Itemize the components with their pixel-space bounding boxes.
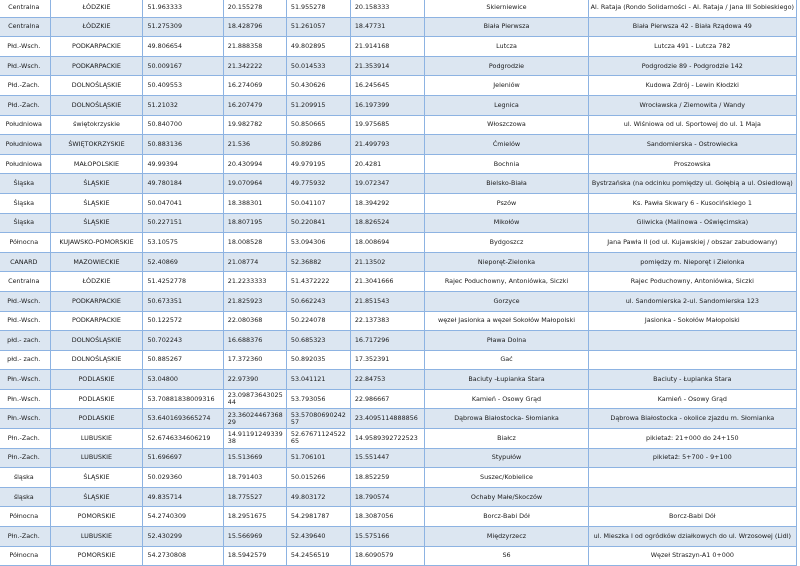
cell-lon2[interactable]: 18.47731 xyxy=(350,17,425,37)
table-row xyxy=(0,370,797,390)
cell-place[interactable]: Ćmielów xyxy=(425,135,588,155)
cell-lat2[interactable]: 49.802895 xyxy=(286,37,350,57)
cell-region[interactable]: płd.- zach. xyxy=(0,331,50,351)
cell-lon1[interactable]: 21.536 xyxy=(223,135,286,155)
cell-road[interactable]: Ks. Pawła Skwary 6 - Kusocińskiego 1 xyxy=(588,193,796,213)
table-row xyxy=(0,95,797,115)
cell-lon1[interactable]: 18.388301 xyxy=(223,193,286,213)
cell-voiv[interactable]: ŚWIĘTOKRZYSKIE xyxy=(50,135,143,155)
table-row xyxy=(0,546,797,566)
cell-lat2[interactable]: 51.261057 xyxy=(286,17,350,37)
cell-lat2[interactable]: 52.6767112452265 xyxy=(286,429,350,449)
table-row xyxy=(0,527,797,547)
cell-lat1[interactable]: 49.780184 xyxy=(143,174,223,194)
cell-lon2[interactable]: 17.352391 xyxy=(350,350,425,370)
cell-lat2[interactable]: 53.793056 xyxy=(286,389,350,409)
cell-region[interactable]: Płd.-Wsch. xyxy=(0,311,50,331)
cell-voiv[interactable]: ŚLĄSKIE xyxy=(50,193,143,213)
cell-lon2[interactable]: 22.84753 xyxy=(350,370,425,390)
cell-lon2[interactable]: 20.158333 xyxy=(350,0,425,17)
cell-road[interactable]: Lutcza 491 - Lutcza 782 xyxy=(588,37,796,57)
cell-place[interactable]: Pława Dolna xyxy=(425,331,588,351)
cell-region[interactable]: Płn.-Wsch. xyxy=(0,370,50,390)
cell-lat1[interactable]: 50.702243 xyxy=(143,331,223,351)
cell-lon2[interactable]: 18.852259 xyxy=(350,468,425,488)
cell-voiv[interactable]: ŚLĄSKIE xyxy=(50,213,143,233)
cell-region[interactable]: Płd.-Zach. xyxy=(0,95,50,115)
cell-place[interactable]: Bochnia xyxy=(425,154,588,174)
cell-place[interactable]: Nieporęt-Zielonka xyxy=(425,252,588,272)
cell-lon1[interactable]: 19.070964 xyxy=(223,174,286,194)
cell-voiv[interactable]: DOLNOŚLĄSKIE xyxy=(50,350,143,370)
cell-road[interactable]: pikietaż: 21+000 do 24+150 xyxy=(588,429,796,449)
cell-lat1[interactable]: 51.963333 xyxy=(143,0,223,17)
cell-region[interactable]: płd.- zach. xyxy=(0,350,50,370)
table-row xyxy=(0,389,797,409)
cell-voiv[interactable]: ŁÓDZKIE xyxy=(50,17,143,37)
cell-place[interactable]: Borcz-Babi Dół xyxy=(425,507,588,527)
cell-region[interactable]: Centralna xyxy=(0,0,50,17)
cell-lon1[interactable]: 16.688376 xyxy=(223,331,286,351)
cell-voiv[interactable]: LUBUSKIE xyxy=(50,429,143,449)
table-row xyxy=(0,193,797,213)
cell-voiv[interactable]: KUJAWSKO-POMORSKIE xyxy=(50,233,143,253)
cell-lat2[interactable]: 50.220841 xyxy=(286,213,350,233)
cell-voiv[interactable]: LUBUSKIE xyxy=(50,527,143,547)
cell-region[interactable]: Południowa xyxy=(0,115,50,135)
cell-voiv[interactable]: MAŁOPOLSKIE xyxy=(50,154,143,174)
cell-place[interactable]: Baciuty -Łupianka Stara xyxy=(425,370,588,390)
cell-region[interactable]: Śląska xyxy=(0,193,50,213)
cell-lon1[interactable]: 22.080368 xyxy=(223,311,286,331)
cell-road[interactable]: pomiędzy m. Nieporęt i Zielonka xyxy=(588,252,796,272)
cell-road[interactable] xyxy=(588,350,796,370)
cell-region[interactable]: Płn.-Wsch. xyxy=(0,389,50,409)
cell-lat1[interactable]: 53.6401693665274 xyxy=(143,409,223,429)
cell-road[interactable]: ul. Wiśniowa od ul. Sportowej do ul. 1 Maja xyxy=(588,115,796,135)
cell-place[interactable]: Mikołów xyxy=(425,213,588,233)
cell-lon2[interactable]: 15.575166 xyxy=(350,527,425,547)
cell-lat1[interactable]: 50.047041 xyxy=(143,193,223,213)
cell-lon2[interactable]: 21.3041666 xyxy=(350,272,425,292)
cell-voiv[interactable]: ŚLĄSKIE xyxy=(50,468,143,488)
cell-lat2[interactable]: 52.36882 xyxy=(286,252,350,272)
cell-road[interactable]: Wrocławska / Ziemowita / Wandy xyxy=(588,95,796,115)
cell-place[interactable]: Bydgoszcz xyxy=(425,233,588,253)
cell-voiv[interactable]: POMORSKIE xyxy=(50,507,143,527)
cell-region[interactable]: śląska xyxy=(0,468,50,488)
cell-lon2[interactable]: 16.717296 xyxy=(350,331,425,351)
cell-lon2[interactable]: 18.6090579 xyxy=(350,546,425,566)
cell-lat2[interactable]: 50.892035 xyxy=(286,350,350,370)
cell-lon1[interactable]: 21.08774 xyxy=(223,252,286,272)
cell-lat1[interactable]: 54.2740309 xyxy=(143,507,223,527)
cell-voiv[interactable]: DOLNOŚLĄSKIE xyxy=(50,95,143,115)
cell-road[interactable]: Proszowska xyxy=(588,154,796,174)
cell-region[interactable]: Północna xyxy=(0,507,50,527)
cell-road[interactable]: Jana Pawła II (od ul. Kujawskiej / obszar zabudowany) xyxy=(588,233,796,253)
cell-lat1[interactable]: 52.430299 xyxy=(143,527,223,547)
cell-lon1[interactable]: 16.274069 xyxy=(223,76,286,96)
cell-place[interactable]: węzeł Jasionka a węzeł Sokołów Małopolski xyxy=(425,311,588,331)
cell-lon1[interactable]: 21.342222 xyxy=(223,56,286,76)
cell-lat1[interactable]: 54.2730808 xyxy=(143,546,223,566)
cell-lon1[interactable]: 19.982782 xyxy=(223,115,286,135)
cell-road[interactable]: ul. Sandomierska 2-ul. Sandomierska 123 xyxy=(588,291,796,311)
cell-lat1[interactable]: 50.885267 xyxy=(143,350,223,370)
cell-lon1[interactable]: 18.791403 xyxy=(223,468,286,488)
cell-road[interactable]: Jasionka - Sokołów Małopolski xyxy=(588,311,796,331)
cell-voiv[interactable]: PODKARPACKIE xyxy=(50,291,143,311)
cell-lon2[interactable]: 18.826524 xyxy=(350,213,425,233)
cell-place[interactable]: Skierniewice xyxy=(425,0,588,17)
cell-lon1[interactable]: 14.9119124933938 xyxy=(223,429,286,449)
table-row xyxy=(0,448,797,468)
cell-lon1[interactable]: 17.372360 xyxy=(223,350,286,370)
cell-lat1[interactable]: 50.409553 xyxy=(143,76,223,96)
cell-lon2[interactable]: 16.197399 xyxy=(350,95,425,115)
cell-place[interactable]: Bielsko-Biała xyxy=(425,174,588,194)
table-row xyxy=(0,291,797,311)
table-row xyxy=(0,56,797,76)
cell-lon1[interactable]: 18.008528 xyxy=(223,233,286,253)
table-row xyxy=(0,213,797,233)
table-row xyxy=(0,507,797,527)
cell-lon1[interactable]: 18.5942579 xyxy=(223,546,286,566)
cell-lon1[interactable]: 21.888358 xyxy=(223,37,286,57)
cell-lon2[interactable]: 21.499793 xyxy=(350,135,425,155)
cell-lat1[interactable]: 52.6746334606219 xyxy=(143,429,223,449)
cell-lon2[interactable]: 22.986667 xyxy=(350,389,425,409)
cell-lon2[interactable]: 20.4281 xyxy=(350,154,425,174)
cell-lat2[interactable]: 54.2981787 xyxy=(286,507,350,527)
cell-road[interactable]: Biała Pierwsza 42 - Biała Rządowa 49 xyxy=(588,17,796,37)
cell-lat2[interactable]: 53.5708069024257 xyxy=(286,409,350,429)
cell-place[interactable]: S6 xyxy=(425,546,588,566)
cell-road[interactable]: Kudowa Zdrój - Lewin Kłodzki xyxy=(588,76,796,96)
cell-lat1[interactable]: 50.227151 xyxy=(143,213,223,233)
cell-voiv[interactable]: POMORSKIE xyxy=(50,546,143,566)
cell-region[interactable]: Płd.-Wsch. xyxy=(0,37,50,57)
cell-place[interactable]: Podgrodzie xyxy=(425,56,588,76)
cell-lat1[interactable]: 50.673351 xyxy=(143,291,223,311)
cell-lat2[interactable]: 49.775932 xyxy=(286,174,350,194)
cell-lat1[interactable]: 50.883136 xyxy=(143,135,223,155)
cell-voiv[interactable]: PODLASKIE xyxy=(50,370,143,390)
cell-region[interactable]: Płd.-Wsch. xyxy=(0,56,50,76)
cell-region[interactable]: Północna xyxy=(0,546,50,566)
cell-lon2[interactable]: 21.353914 xyxy=(350,56,425,76)
cell-voiv[interactable]: DOLNOŚLĄSKIE xyxy=(50,76,143,96)
cell-lon2[interactable]: 18.008694 xyxy=(350,233,425,253)
cell-lon2[interactable]: 18.790574 xyxy=(350,487,425,507)
table-row xyxy=(0,115,797,135)
cell-lat2[interactable]: 54.2456519 xyxy=(286,546,350,566)
cell-lat1[interactable]: 50.009167 xyxy=(143,56,223,76)
cell-lon1[interactable]: 15.513669 xyxy=(223,448,286,468)
cell-lat1[interactable]: 51.275309 xyxy=(143,17,223,37)
cell-lon2[interactable]: 16.245645 xyxy=(350,76,425,96)
cell-region[interactable]: Płd.-Zach. xyxy=(0,76,50,96)
cell-lon2[interactable]: 19.072347 xyxy=(350,174,425,194)
table-row xyxy=(0,0,797,17)
cell-region[interactable]: Płn.-Zach. xyxy=(0,448,50,468)
cell-lon1[interactable]: 18.807195 xyxy=(223,213,286,233)
cell-lat2[interactable]: 49.979195 xyxy=(286,154,350,174)
cell-lon1[interactable]: 23.0987364302544 xyxy=(223,389,286,409)
cell-lat1[interactable]: 52.40869 xyxy=(143,252,223,272)
cell-lon2[interactable]: 22.137383 xyxy=(350,311,425,331)
cell-voiv[interactable]: ŁÓDZKIE xyxy=(50,272,143,292)
cell-lon2[interactable]: 21.914168 xyxy=(350,37,425,57)
cell-lat1[interactable]: 53.04800 xyxy=(143,370,223,390)
cell-lon1[interactable]: 21.2233333 xyxy=(223,272,286,292)
cell-lat1[interactable]: 51.21032 xyxy=(143,95,223,115)
cell-road[interactable]: Dąbrowa Białostocka - okolice zjazdu m. Słomianka xyxy=(588,409,796,429)
cell-voiv[interactable]: PODLASKIE xyxy=(50,389,143,409)
table-row xyxy=(0,311,797,331)
cell-voiv[interactable]: LUBUSKIE xyxy=(50,448,143,468)
cell-region[interactable]: Centralna xyxy=(0,272,50,292)
cell-lon1[interactable]: 21.825923 xyxy=(223,291,286,311)
cell-place[interactable]: Jeleniów xyxy=(425,76,588,96)
cell-lat1[interactable]: 50.122572 xyxy=(143,311,223,331)
table-row xyxy=(0,409,797,429)
cell-lat1[interactable]: 51.4252778 xyxy=(143,272,223,292)
cell-road[interactable]: Kamień - Osowy Grąd xyxy=(588,389,796,409)
cell-lon1[interactable]: 18.2951675 xyxy=(223,507,286,527)
cell-road[interactable]: Rajec Poduchowny, Antoniówka, Siczki xyxy=(588,272,796,292)
cell-voiv[interactable]: DOLNOŚLĄSKIE xyxy=(50,331,143,351)
cell-lat1[interactable]: 53.70881838009316 xyxy=(143,389,223,409)
cell-road[interactable]: Borcz-Babi Dół xyxy=(588,507,796,527)
cell-place[interactable]: Suszec/Kobielice xyxy=(425,468,588,488)
cell-road[interactable]: Podgrodzie 89 - Podgrodzie 142 xyxy=(588,56,796,76)
cell-lat2[interactable]: 53.094306 xyxy=(286,233,350,253)
cell-lon1[interactable]: 15.566969 xyxy=(223,527,286,547)
table-row xyxy=(0,154,797,174)
cell-lon1[interactable]: 23.3602446736829 xyxy=(223,409,286,429)
cell-road[interactable]: Sandomierska - Ostrowiecka xyxy=(588,135,796,155)
cell-road[interactable]: Baciuty - Łupianka Stara xyxy=(588,370,796,390)
cell-lon1[interactable]: 18.775527 xyxy=(223,487,286,507)
cell-place[interactable]: Białcz xyxy=(425,429,588,449)
cell-place[interactable]: Legnica xyxy=(425,95,588,115)
table-row xyxy=(0,17,797,37)
cell-road[interactable]: Gliwicka (Malinowa - Oświęcimska) xyxy=(588,213,796,233)
cell-lat2[interactable]: 51.706101 xyxy=(286,448,350,468)
cell-lon1[interactable]: 22.97390 xyxy=(223,370,286,390)
table-row xyxy=(0,76,797,96)
cell-lat1[interactable]: 50.840700 xyxy=(143,115,223,135)
cell-region[interactable]: Południowa xyxy=(0,135,50,155)
cell-place[interactable]: Dąbrowa Białostocka- Słomianka xyxy=(425,409,588,429)
cell-lat2[interactable]: 50.014533 xyxy=(286,56,350,76)
cell-lat2[interactable]: 50.850665 xyxy=(286,115,350,135)
cell-region[interactable]: Północna xyxy=(0,233,50,253)
cell-lat2[interactable]: 51.209915 xyxy=(286,95,350,115)
cell-lat1[interactable]: 53.10575 xyxy=(143,233,223,253)
cell-lon1[interactable]: 16.207479 xyxy=(223,95,286,115)
cell-lat1[interactable]: 49.806654 xyxy=(143,37,223,57)
cell-lat1[interactable]: 49.835714 xyxy=(143,487,223,507)
table-row xyxy=(0,37,797,57)
cell-road[interactable]: Węzeł Straszyn-A1 0+000 xyxy=(588,546,796,566)
cell-lat2[interactable]: 50.015266 xyxy=(286,468,350,488)
cell-lat1[interactable]: 51.696697 xyxy=(143,448,223,468)
cell-lat2[interactable]: 52.439640 xyxy=(286,527,350,547)
cell-region[interactable]: Płn.-Zach. xyxy=(0,429,50,449)
table-row xyxy=(0,272,797,292)
cell-lat2[interactable]: 50.89286 xyxy=(286,135,350,155)
cell-place[interactable]: Pszów xyxy=(425,193,588,213)
cell-lat2[interactable]: 50.662243 xyxy=(286,291,350,311)
cell-road[interactable] xyxy=(588,331,796,351)
cell-place[interactable]: Lutcza xyxy=(425,37,588,57)
cell-lon2[interactable]: 19.975685 xyxy=(350,115,425,135)
table-row xyxy=(0,174,797,194)
table-row xyxy=(0,350,797,370)
cell-road[interactable]: Bystrzańska (na odcinku pomiędzy ul. Gołębią a ul. Osiedlową) xyxy=(588,174,796,194)
cell-lon2[interactable]: 15.551447 xyxy=(350,448,425,468)
cell-lat1[interactable]: 50.029360 xyxy=(143,468,223,488)
cell-lon1[interactable]: 18.428796 xyxy=(223,17,286,37)
cell-region[interactable]: Południowa xyxy=(0,154,50,174)
cell-place[interactable]: Stypułów xyxy=(425,448,588,468)
cell-voiv[interactable]: ŁÓDZKIE xyxy=(50,0,143,17)
cell-lon2[interactable]: 21.13502 xyxy=(350,252,425,272)
table-row xyxy=(0,487,797,507)
cell-voiv[interactable]: PODKARPACKIE xyxy=(50,311,143,331)
cell-road[interactable] xyxy=(588,468,796,488)
cell-voiv[interactable]: PODLASKIE xyxy=(50,409,143,429)
cell-region[interactable]: Centralna xyxy=(0,17,50,37)
table-row xyxy=(0,135,797,155)
cell-voiv[interactable]: świętokrzyskie xyxy=(50,115,143,135)
cell-lat2[interactable]: 51.955278 xyxy=(286,0,350,17)
cell-road[interactable]: ul. Mieszka I od ogródków działkowych do ul. Wrzosowej (Lidl) xyxy=(588,527,796,547)
cell-lon2[interactable]: 18.3087056 xyxy=(350,507,425,527)
table-row xyxy=(0,233,797,253)
cell-lon2[interactable]: 21.851543 xyxy=(350,291,425,311)
cell-place[interactable]: Międzyrzecz xyxy=(425,527,588,547)
cell-region[interactable]: CANARD xyxy=(0,252,50,272)
cell-road[interactable]: Al. Rataja (Rondo Solidarności - Al. Rataja / Jana III Sobieskiego) xyxy=(588,0,796,17)
cell-region[interactable]: Płn.-Zach. xyxy=(0,527,50,547)
cell-region[interactable]: Płn.-Wsch. xyxy=(0,409,50,429)
cell-lat2[interactable]: 50.685323 xyxy=(286,331,350,351)
cell-lon2[interactable]: 14.9589392722523 xyxy=(350,429,425,449)
cell-road[interactable] xyxy=(588,487,796,507)
cell-lat2[interactable]: 50.041107 xyxy=(286,193,350,213)
cell-place[interactable]: Gorzyce xyxy=(425,291,588,311)
cell-region[interactable]: Płd.-Wsch. xyxy=(0,291,50,311)
cell-place[interactable]: Włoszczowa xyxy=(425,115,588,135)
cell-place[interactable]: Kamień - Osowy Grąd xyxy=(425,389,588,409)
cell-lon1[interactable]: 20.430994 xyxy=(223,154,286,174)
cell-road[interactable]: pikietaż: 5+700 - 9+100 xyxy=(588,448,796,468)
cell-voiv[interactable]: PODKARPACKIE xyxy=(50,56,143,76)
cell-lat2[interactable]: 50.430626 xyxy=(286,76,350,96)
cell-place[interactable]: Ochaby Małe/Skoczów xyxy=(425,487,588,507)
cell-place[interactable]: Rajec Poduchowny, Antoniówka, Siczki xyxy=(425,272,588,292)
cell-place[interactable]: Gać xyxy=(425,350,588,370)
cell-region[interactable]: Śląska xyxy=(0,174,50,194)
cell-lon2[interactable]: 18.394292 xyxy=(350,193,425,213)
cell-lon2[interactable]: 23.4095114888856 xyxy=(350,409,425,429)
cell-lon1[interactable]: 20.155278 xyxy=(223,0,286,17)
cell-lat1[interactable]: 49.99394 xyxy=(143,154,223,174)
cell-lat2[interactable]: 51.4372222 xyxy=(286,272,350,292)
cell-lat2[interactable]: 53.041121 xyxy=(286,370,350,390)
table-row xyxy=(0,429,797,449)
cell-lat2[interactable]: 50.224078 xyxy=(286,311,350,331)
cell-voiv[interactable]: PODKARPACKIE xyxy=(50,37,143,57)
cell-region[interactable]: śląska xyxy=(0,487,50,507)
cell-voiv[interactable]: ŚLĄSKIE xyxy=(50,487,143,507)
cell-place[interactable]: Biała Pierwsza xyxy=(425,17,588,37)
cell-voiv[interactable]: ŚLĄSKIE xyxy=(50,174,143,194)
cell-voiv[interactable]: MAZOWIECKIE xyxy=(50,252,143,272)
table-row xyxy=(0,468,797,488)
table-row xyxy=(0,252,797,272)
table-row xyxy=(0,331,797,351)
cell-region[interactable]: Śląska xyxy=(0,213,50,233)
cell-lat2[interactable]: 49.803172 xyxy=(286,487,350,507)
